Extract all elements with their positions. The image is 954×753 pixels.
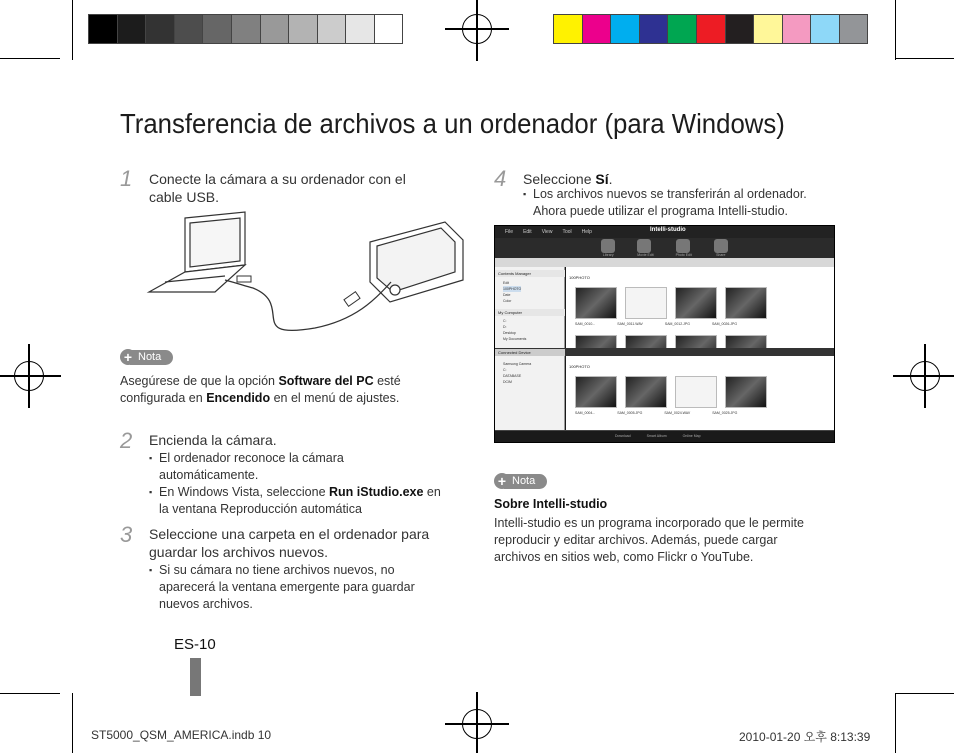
color-swatch: [639, 14, 668, 44]
tree-item: DCIM: [503, 380, 512, 384]
registration-mark: [910, 361, 940, 391]
thumb-label: SAM_0005.JPG: [617, 411, 643, 415]
tree-item: C:: [503, 319, 507, 323]
color-swatch: [839, 14, 868, 44]
note-label: Nota: [130, 350, 173, 365]
gray-swatches: [88, 14, 403, 44]
menu-item: File: [505, 229, 514, 235]
note-text: Intelli-studio es un programa incorporado que le permite reproducir y editar archivos. Además, puede cargar archivos en sitios web, como Flickr o YouTube.: [494, 516, 804, 564]
page-tab-bar: [190, 658, 201, 696]
color-swatch: [782, 14, 811, 44]
app-statusbar: [495, 430, 834, 442]
note-badge: [120, 349, 173, 365]
sidebar-header: Connected Device: [495, 349, 565, 356]
crop-mark: [0, 58, 60, 59]
folder-header: 100PHOTO: [566, 363, 835, 370]
color-swatch: [345, 14, 374, 44]
step-number: 3: [120, 522, 133, 547]
color-swatch: [145, 14, 174, 44]
menu-item: View: [541, 229, 553, 235]
thumb-label: SAM_0004...: [575, 411, 596, 415]
app-toolbar: [495, 238, 834, 258]
tree-item: My Documents: [503, 337, 527, 341]
color-swatch: [288, 14, 317, 44]
photo-thumbnail: [625, 376, 667, 408]
sidebar-header: Contents Manager: [495, 270, 565, 277]
crop-mark: [895, 58, 954, 59]
library-icon: [601, 239, 615, 253]
thumb-label: SAM_0025.JPG: [712, 411, 738, 415]
contents-sidebar: [495, 267, 565, 348]
color-swatch: [117, 14, 146, 44]
toolbar-label: Movie Edit: [637, 253, 654, 257]
device-sidebar: [495, 350, 565, 432]
toolbar-label: Share: [716, 253, 726, 257]
menu-item: Edit: [523, 229, 532, 235]
tree-item: C:: [503, 368, 507, 372]
laptop-icon: [149, 212, 245, 292]
device-pane: [566, 356, 835, 432]
crop-mark: [72, 0, 73, 60]
folder-header: 100PHOTO: [566, 274, 835, 281]
sidebar-header: My Computer: [495, 309, 565, 316]
contents-pane: [566, 267, 835, 348]
thumb-label: SAM_0026.JPG: [711, 322, 738, 326]
step-number: 1: [120, 166, 133, 191]
bullet-item: ▪ Los archivos nuevos se transferirán al ordenador. Ahora puede utilizar el programa Intelli-studio.: [523, 186, 823, 220]
usb-cable: [225, 280, 391, 330]
color-swatch: [553, 14, 582, 44]
color-swatch: [202, 14, 231, 44]
thumb-label: SAM_0012.JPG: [664, 322, 690, 326]
usb-plug: [344, 292, 360, 307]
color-swatch: [725, 14, 754, 44]
menu-item: Help: [581, 229, 592, 235]
color-swatch: [317, 14, 346, 44]
toolbar-label: Photo Edit: [675, 253, 692, 257]
note-heading: Sobre Intelli-studio: [494, 497, 608, 511]
online-map-button: Online Map: [682, 434, 701, 438]
bullet-item: ▪ En Windows Vista, seleccione Run iStudio.exe en la ventana Reproducción automática: [149, 484, 449, 518]
audio-thumbnail: [625, 287, 667, 319]
step-number: 2: [120, 428, 133, 453]
color-swatch: [231, 14, 260, 44]
color-swatch: [88, 14, 117, 44]
download-button: Download: [615, 434, 631, 438]
thumb-label: SAM_0024.WAV: [664, 411, 691, 415]
color-swatch: [753, 14, 782, 44]
page-title: Transferencia de archivos a un ordenador (para Windows): [120, 108, 785, 139]
registration-mark: [462, 14, 492, 44]
crop-mark: [895, 0, 896, 60]
step-text: Conecte la cámara a su ordenador con el cable USB.: [149, 171, 406, 205]
toolbar-label: Library: [602, 253, 614, 257]
footer-file: ST5000_QSM_AMERICA.indb 10: [91, 728, 272, 742]
tree-item: Edit: [503, 281, 510, 285]
bullet-item: ▪ El ordenador reconoce la cámara automáticamente.: [149, 450, 379, 484]
thumb-label: SAM_0010...: [575, 322, 596, 326]
intelli-studio-screenshot: [494, 225, 835, 443]
note-text: Asegúrese de que la opción Software del PC esté configurada en Encendido en el menú de ajustes.: [120, 374, 401, 405]
usb-plug: [237, 276, 251, 282]
photo-thumbnail: [725, 287, 767, 319]
color-swatch: [810, 14, 839, 44]
photo-thumbnail: [575, 287, 617, 319]
note-badge: [494, 473, 547, 489]
app-title: Intelli-studio: [650, 227, 686, 233]
page-number: ES-10: [174, 636, 216, 653]
tree-item: 100PHOTO: [503, 287, 522, 291]
step-number: 4: [494, 166, 507, 191]
plus-icon: +: [120, 349, 136, 365]
registration-mark: [462, 709, 492, 739]
color-swatch: [582, 14, 611, 44]
plus-icon: +: [494, 473, 510, 489]
audio-thumbnail: [675, 376, 717, 408]
tree-item: Date: [503, 293, 511, 297]
share-icon: [714, 239, 728, 253]
laptop-camera-illustration: [145, 210, 470, 340]
step-text: Encienda la cámara.: [149, 432, 277, 448]
color-swatch: [374, 14, 403, 44]
note-label: Nota: [504, 474, 547, 489]
thumb-label: SAM_0011.WAV: [617, 322, 643, 326]
step-text: Seleccione una carpeta en el ordenador para guardar los archivos nuevos.: [149, 526, 430, 560]
menu-item: Tool: [562, 229, 572, 235]
tree-item: DATABASE: [503, 374, 522, 378]
footer-stamp: 2010-01-20 오후 8:13:39: [739, 730, 871, 744]
color-swatches: [553, 14, 868, 44]
smart-album-button: Smart Album: [646, 434, 667, 438]
movie-edit-icon: [637, 239, 651, 253]
tree-item: Color: [503, 299, 512, 303]
crop-mark: [895, 693, 954, 694]
crop-mark: [72, 693, 73, 753]
registration-mark: [14, 361, 44, 391]
color-swatch: [696, 14, 725, 44]
color-swatch: [610, 14, 639, 44]
tree-item: Samsung Camera: [503, 362, 532, 366]
photo-thumbnail: [575, 376, 617, 408]
color-swatch: [260, 14, 289, 44]
crop-mark: [895, 693, 896, 753]
photo-thumbnail: [675, 287, 717, 319]
photo-edit-icon: [676, 239, 690, 253]
bullet-item: ▪ Si su cámara no tiene archivos nuevos, no aparecerá la ventana emergente para guardar nuevos archivos.: [149, 562, 434, 613]
photo-thumbnail: [725, 376, 767, 408]
color-swatch: [174, 14, 203, 44]
app-subbar: [495, 258, 834, 267]
crop-mark: [0, 693, 60, 694]
color-swatch: [667, 14, 696, 44]
tree-item: D:: [503, 325, 507, 329]
tree-item: Desktop: [503, 331, 516, 335]
step-text: Seleccione Sí.: [523, 171, 613, 187]
